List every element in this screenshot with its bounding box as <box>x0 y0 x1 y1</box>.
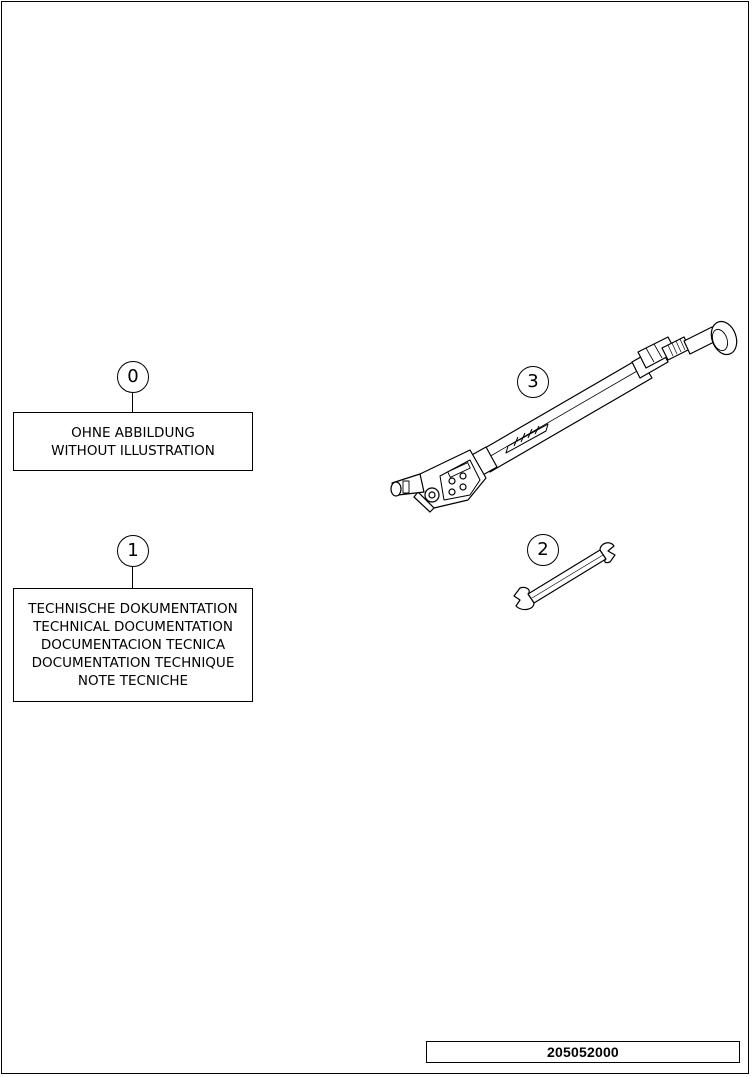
label-line: OHNE ABBILDUNG <box>71 424 195 441</box>
label-line: TECHNICAL DOCUMENTATION <box>33 619 233 635</box>
label-line: WITHOUT ILLUSTRATION <box>51 442 215 459</box>
label-line: DOCUMENTACION TECNICA <box>40 637 226 653</box>
callout-item-0: 0 <box>117 361 149 393</box>
label-line: TECHNISCHE DOKUMENTATION <box>28 601 238 617</box>
fork-pump-illustration <box>391 318 741 512</box>
document-number: 205052000 <box>426 1041 740 1063</box>
label-line: NOTE TECNICHE <box>77 673 189 689</box>
callout-item-1: 1 <box>117 535 149 567</box>
callout-item-3: 3 <box>517 366 549 398</box>
open-end-wrench-illustration <box>514 543 615 610</box>
label-line: DOCUMENTATION TECHNIQUE <box>31 655 235 671</box>
callout-item-2: 2 <box>527 534 559 566</box>
